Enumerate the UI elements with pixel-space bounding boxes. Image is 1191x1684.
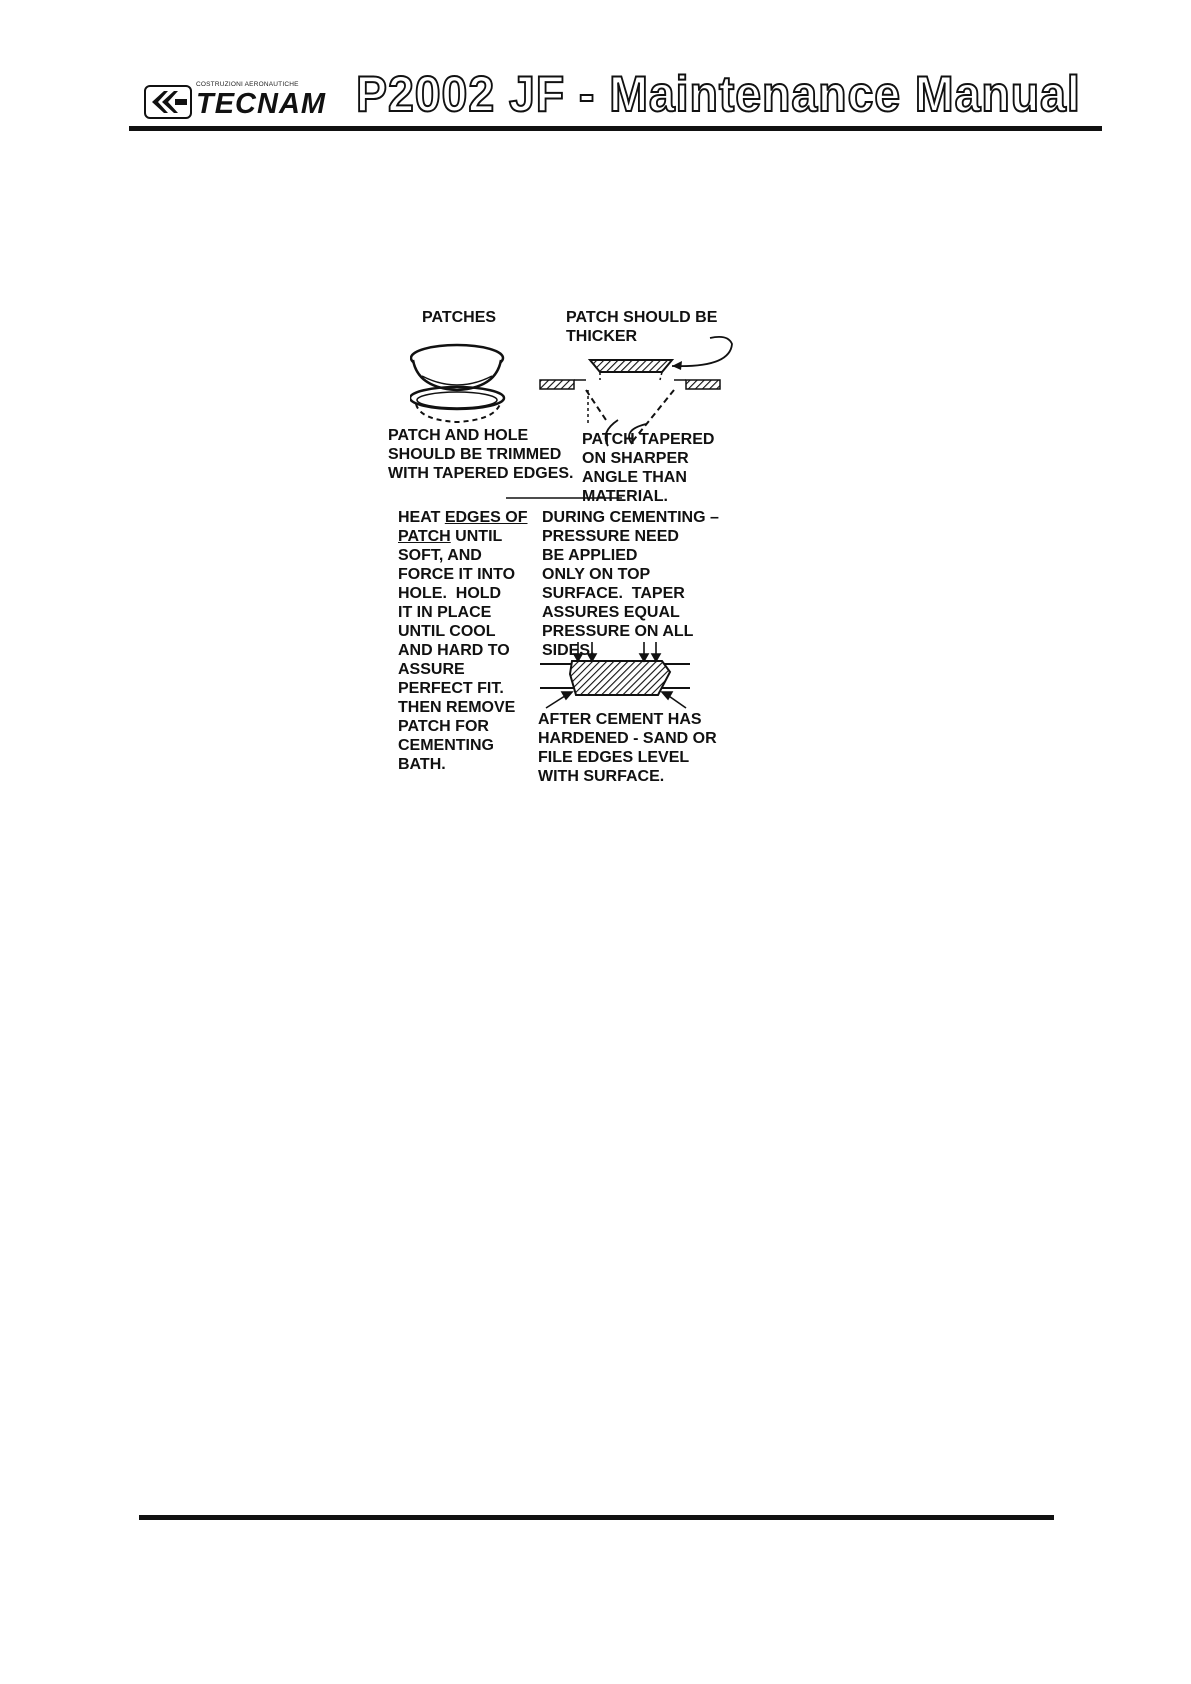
header-rule <box>129 126 1102 131</box>
heat-word: HEAT <box>398 509 445 526</box>
label-cementing: DURING CEMENTING – PRESSURE NEED BE APPLIED ONLY ON TOP SURFACE. TAPER ASSURES EQUAL PRESSURE ON ALL SIDES. <box>542 509 719 659</box>
label-patch-thicker: PATCH SHOULD BE THICKER <box>566 309 718 345</box>
tecnam-logo <box>144 80 327 122</box>
heat-rest: SOFT, AND FORCE IT INTO HOLE. HOLD IT IN PLACE UNTIL COOL AND HARD TO ASSURE PERFECT FIT. THEN REMOVE PATCH FOR CEMENTING BATH. <box>398 547 516 773</box>
heat-underlined-1: EDGES OF <box>444 509 528 526</box>
logo-emblem-icon <box>144 80 194 122</box>
label-patches: PATCHES <box>422 309 497 326</box>
label-heat-edges <box>398 508 528 774</box>
patch-dish-drawing <box>410 345 504 422</box>
label-patch-hole-trimmed: PATCH AND HOLE SHOULD BE TRIMMED WITH TAPERED EDGES. <box>388 427 574 482</box>
label-after-cement: AFTER CEMENT HAS HARDENED - SAND OR FILE EDGES LEVEL WITH SURFACE. <box>538 711 717 785</box>
logo-tagline: COSTRUZIONI AERONAUTICHE <box>196 81 299 88</box>
label-patch-tapered: PATCH TAPERED ON SHARPER ANGLE THAN MATERIAL. <box>582 431 715 505</box>
logo-wordmark: TECNAM <box>196 88 327 120</box>
patch-repair-figure <box>388 309 790 850</box>
heat-rest-1: UNTIL <box>450 528 503 545</box>
document-title: P2002 JF - Maintenance Manual <box>356 66 1081 122</box>
footer-rule <box>139 1515 1054 1520</box>
heat-underlined-2: PATCH <box>398 528 451 545</box>
